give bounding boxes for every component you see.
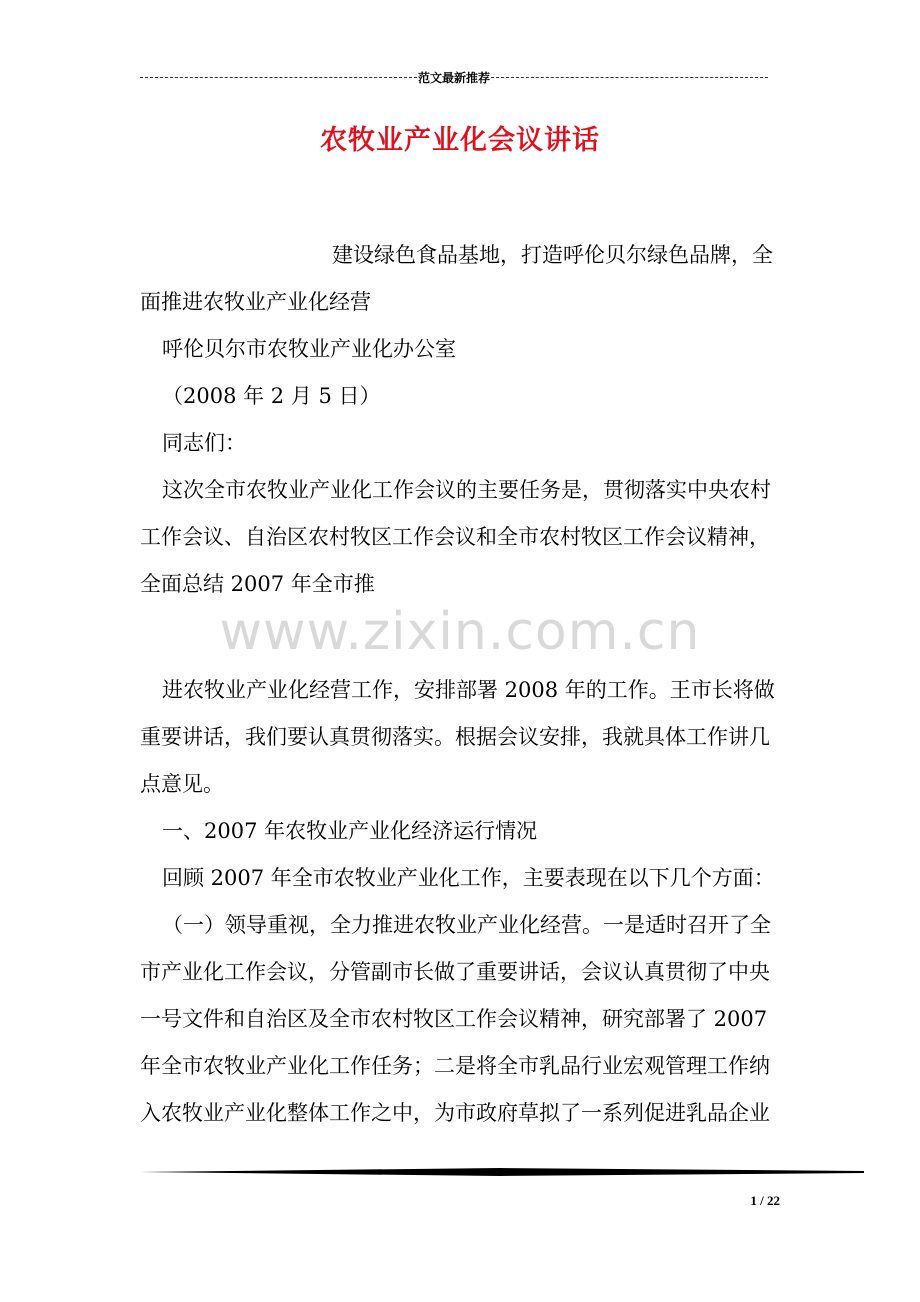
footer-divider-shape: [140, 1168, 864, 1176]
paragraph-4-line-2: 市产业化工作会议，分管副市长做了重要讲话，会议认真贯彻了中央: [140, 960, 770, 984]
section-heading-1: 一、2007 年农牧业产业化经济运行情况: [162, 819, 538, 843]
paragraph-4-line-1: （一）领导重视，全力推进农牧业产业化经营。一是适时召开了全: [162, 913, 771, 937]
subtitle-line-2: 面推进农牧业产业化经营: [140, 290, 371, 314]
paragraph-4-line-5: 入农牧业产业化整体工作之中，为市政府草拟了一系列促进乳品企业: [140, 1101, 770, 1125]
paragraph-1-line-2: 工作会议、自治区农村牧区工作会议和全市农村牧区工作会议精神，: [140, 525, 770, 549]
paragraph-4-line-3: 一号文件和自治区及全市农村牧区工作会议精神，研究部署了 2007: [140, 1007, 768, 1031]
paragraph-2-line-3: 点意见。: [140, 772, 224, 796]
paragraph-1-line-1: 这次全市农牧业产业化工作会议的主要任务是，贯彻落实中央农村: [162, 478, 771, 502]
paragraph-4-line-4: 年全市农牧业产业化工作任务；二是将全市乳品行业宏观管理工作纳: [140, 1054, 770, 1078]
header-dash-right: [491, 77, 768, 78]
page-number: 1 / 22: [750, 1193, 780, 1208]
document-title: 农牧业产业化会议讲话: [320, 125, 600, 156]
greeting: 同志们：: [162, 431, 246, 455]
document-body-top: [140, 232, 790, 608]
paragraph-2-line-1: 进农牧业产业化经营工作，安排部署 2008 年的工作。王市长将做: [162, 678, 775, 702]
author-line: 呼伦贝尔市农牧业产业化办公室: [162, 337, 456, 361]
paragraph-1-line-3: 全面总结 2007 年全市推: [140, 572, 375, 596]
date-line: （2008 年 2 月 5 日）: [162, 384, 381, 408]
document-body-bottom: [140, 667, 790, 1137]
footer-divider: [140, 1168, 864, 1176]
header-dash-left: [140, 77, 417, 78]
site-watermark: www.zixin.com.cn: [219, 602, 701, 662]
paragraph-3: 回顾 2007 年全市农牧业产业化工作，主要表现在以下几个方面：: [162, 866, 775, 890]
header-label: 范文最新推荐: [418, 70, 491, 85]
subtitle-line-1: 建设绿色食品基地，打造呼伦贝尔绿色品牌，全: [332, 243, 773, 267]
page-header: [140, 68, 768, 86]
paragraph-2-line-2: 重要讲话，我们要认真贯彻落实。根据会议安排，我就具体工作讲几: [140, 725, 770, 749]
